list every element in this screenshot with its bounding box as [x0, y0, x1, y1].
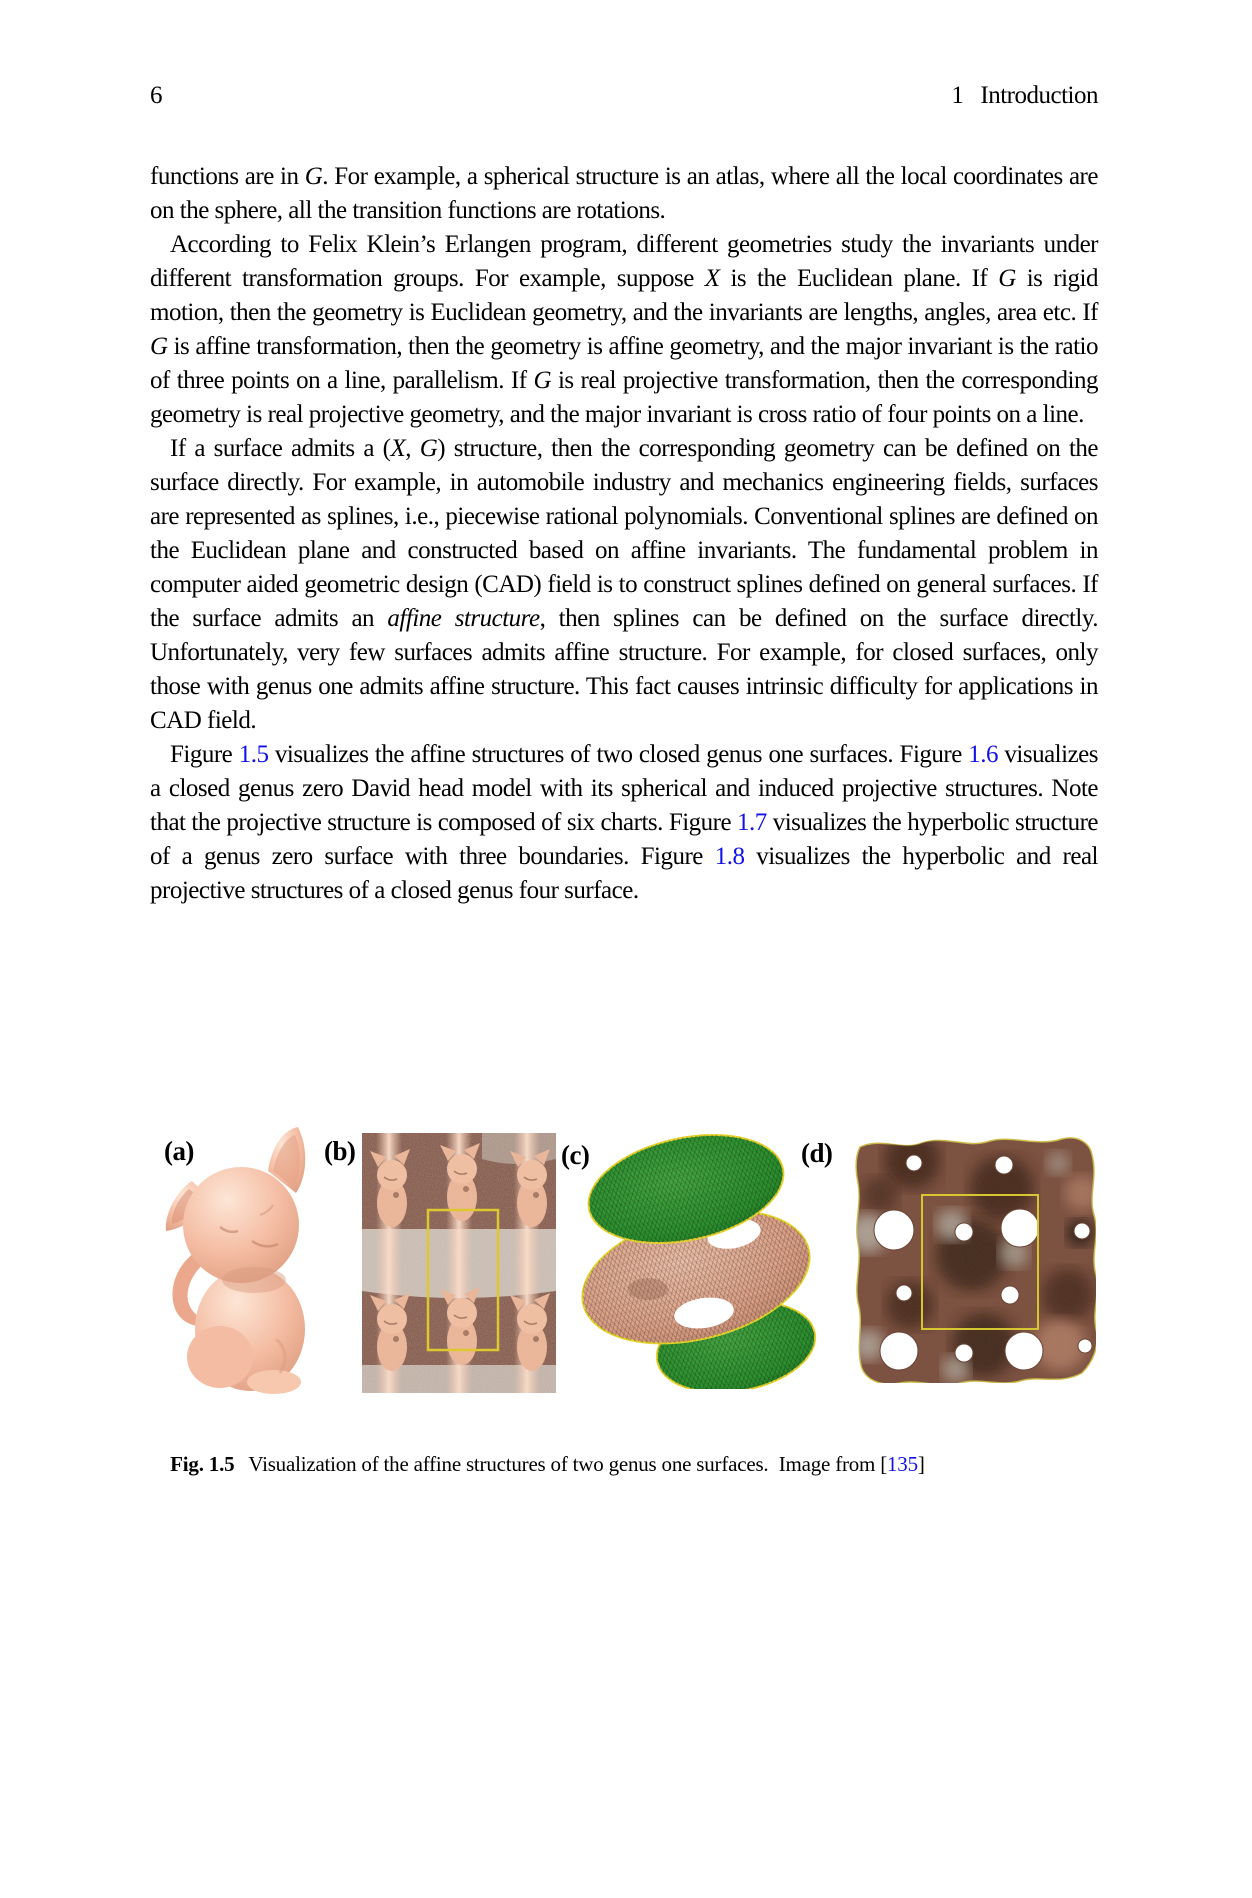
panel-label-c: (c)	[561, 1140, 590, 1170]
italic-text: affine structure	[387, 605, 540, 632]
figure-1-5	[150, 1120, 1098, 1412]
caption-tag: Fig. 1.5	[170, 1452, 235, 1476]
page-header	[150, 82, 1098, 110]
figure-1-6-ref[interactable]: 1.6	[968, 741, 998, 768]
text-run: ]	[917, 1452, 925, 1476]
text-run: visualizes the hyperbolic and real projective structures of a closed genus four surface.	[150, 843, 1098, 904]
genus-one-surface-image	[574, 1127, 822, 1389]
italic-text: G	[533, 367, 552, 394]
body-text	[150, 160, 1098, 908]
italic-text: X	[704, 265, 720, 292]
text-run: Visualization of the affine structures of two genus one surfaces. Image from [	[248, 1452, 887, 1476]
paragraph	[150, 160, 1098, 228]
running-title	[951, 82, 1098, 110]
affine-structure-mesh-image	[852, 1133, 1096, 1383]
paragraph	[150, 228, 1098, 432]
text-run: functions are in	[150, 163, 305, 190]
figure-caption	[150, 1422, 1098, 1506]
figure-1-5-ref[interactable]: 1.5	[238, 741, 269, 768]
chapter-number: 1	[951, 82, 964, 109]
text-run: ,	[405, 435, 420, 462]
text-run: is affine transformation, then the geometry is affine geometry, and the major invariant is the ratio of three points on a line, parallelism. If	[150, 333, 1098, 394]
panel-label-b: (b)	[324, 1136, 356, 1166]
text-run: is rigid motion, then the geometry is Euclidean geometry, and the invariants are lengths, angles, area etc. If	[150, 265, 1098, 326]
chapter-title: Introduction	[980, 82, 1098, 109]
figure-1-8-ref[interactable]: 1.8	[714, 843, 745, 870]
text-run: ) structure, then the corresponding geometry can be defined on the surface directly. For example, in automobile industry and mechanics engineering fields, surfaces are represented as splines, i.e., piecewise rational polynomials. Conventional splines are defined on the Euclidean plane and constructed based on affine invariants. The fundamental problem in computer aided geometric design (CAD) field is to construct splines defined on general surfaces. If the surface admits an	[150, 435, 1099, 632]
text-run: visualizes the hyperbolic structure of a genus zero surface with three boundaries. Figure	[150, 809, 1099, 870]
citation-135-link[interactable]: 135	[887, 1452, 918, 1476]
panel-label-d: (d)	[801, 1138, 833, 1168]
caption-text	[248, 1452, 924, 1476]
text-run: is the Euclidean plane. If	[719, 265, 999, 292]
italic-text: G	[419, 435, 438, 462]
kitten-model-image	[156, 1125, 320, 1395]
text-run: According to Felix Klein’s Erlangen program, different geometries study the invariants under different transformation groups. For example, suppose	[150, 231, 1098, 292]
text-run: . For example, a spherical structure is an atlas, where all the local coordinates are on the sphere, all the transition functions are rotations.	[150, 163, 1098, 224]
italic-text: X	[390, 435, 406, 462]
italic-text: G	[304, 163, 323, 190]
text-run: is real projective transformation, then the corresponding geometry is real projective geometry, and the major invariant is cross ratio of four points on a line.	[150, 367, 1098, 428]
text-run: visualizes a closed genus zero David head model with its spherical and induced projective structures. Note that the projective structure is composed of six charts. Figure	[150, 741, 1098, 836]
italic-text: G	[150, 333, 168, 360]
text-run: , then splines can be defined on the surface directly. Unfortunately, very few surfaces admits affine structure. For example, for closed surfaces, only those with genus one admits affine structure. This fact causes intrinsic difficulty for applications in CAD field.	[150, 605, 1098, 734]
figure-1-7-ref[interactable]: 1.7	[737, 809, 767, 836]
italic-text: G	[998, 265, 1016, 292]
page-number: 6	[150, 82, 162, 109]
text-run: If a surface admits a (	[170, 435, 391, 462]
panel-label-a: (a)	[164, 1136, 194, 1166]
affine-atlas-texture-image	[362, 1133, 556, 1393]
text-run: visualizes the affine structures of two closed genus one surfaces. Figure	[268, 741, 969, 768]
paragraph	[150, 432, 1098, 738]
paragraph	[150, 738, 1098, 908]
text-run: Figure	[170, 741, 239, 768]
